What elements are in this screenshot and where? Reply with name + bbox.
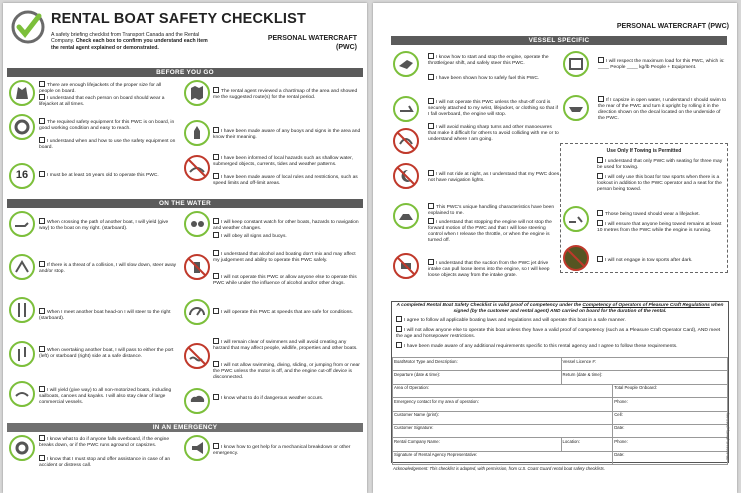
section-vessel-specific: VESSEL SPECIFIC xyxy=(391,36,727,45)
list-item[interactable]: I will not allow swimming, diving, sliding, or jumping from or near the PWC unless the motor is off, and the engine cut-off device is disconnected. xyxy=(213,363,360,380)
list-item[interactable]: I will not engage in tow sports after dark. xyxy=(597,256,725,264)
no-alcohol-icon xyxy=(184,254,210,280)
pwc-label: PERSONAL WATERCRAFT (PWC) xyxy=(616,23,729,30)
throttle-icon xyxy=(393,51,419,77)
towing-title: Use Only If Towing is Permitted xyxy=(606,148,682,154)
list-item[interactable]: Those being towed should wear a lifejacket. xyxy=(597,210,725,218)
head-on-icon xyxy=(9,297,35,323)
competency-form xyxy=(391,301,729,463)
list-item[interactable]: I know that I must stop and offer assistance in case of an accident or distress call. xyxy=(39,457,171,468)
list-item[interactable]: This PWC's unique handling characteristics have been explained to me. xyxy=(428,205,555,216)
agree-item-1[interactable]: I agree to follow all applicable boating laws and regulations and will operate this boat in a safe manner. xyxy=(392,315,728,325)
no-sharp-turns-icon xyxy=(393,128,419,154)
list-item[interactable]: I have been made aware of any buoys and signs in the area and know their meaning. xyxy=(213,129,361,140)
buoy-icon xyxy=(184,120,210,146)
area-field[interactable]: Area of Operation: xyxy=(393,384,613,397)
no-tow-after-dark-icon xyxy=(563,245,589,271)
safety-equipment-icon xyxy=(9,114,35,140)
max-load-item[interactable]: I will respect the maximum load for this PWC, which is: ____ People ____ kg/lb People + Equipment. xyxy=(598,59,725,70)
list-item[interactable]: I have been made aware of local rules and restrictions, such as speed limits and off-limit areas. xyxy=(213,175,358,186)
collision-icon xyxy=(9,254,35,280)
list-item[interactable]: I will not ride at night, as I understand that my PWC does not have navigation lights. xyxy=(428,172,560,183)
list-item[interactable]: I understand that the suction from the PWC jet drive intake can pull loose items into the engine, so I will keep loose objects away from the intake grate. xyxy=(428,261,550,278)
list-item[interactable]: I know what to do if dangerous weather occurs. xyxy=(213,394,361,402)
section-on-the-water: ON THE WATER xyxy=(7,199,363,208)
crossing-icon xyxy=(9,211,35,237)
overtaking-icon xyxy=(9,341,35,367)
customer-signature-field[interactable]: Customer Signature: xyxy=(393,424,613,437)
checklist-page-2 xyxy=(373,3,737,493)
list-item[interactable]: If I capsize in open water, I understand I should swim to the rear of the PWC and turn it upright by rolling it in the direction shown on the decal located on the underside of the PWC. xyxy=(598,98,727,121)
competency-title: A completed Rental Boat Safety Checklist is valid proof of competency under the Competency of Operators of Pleasure Craft Regulations when signed (by the customer and rental agent) AND carried on board for the duration of the rental. xyxy=(396,303,724,314)
list-item[interactable]: When crossing the path of another boat, I will yield (give way) to the boat on my right. (starboard). xyxy=(39,220,169,231)
lookout-icon xyxy=(184,211,210,237)
customer-name-field[interactable]: Customer Name (print): xyxy=(393,411,613,424)
list-item[interactable]: I will keep constant watch for other boats, hazards to navigation and weather changes. xyxy=(213,220,359,231)
yield-icon xyxy=(9,381,35,407)
emergency-contact-field[interactable]: Emergency contact for my area of operation: xyxy=(393,398,613,411)
section-in-an-emergency: IN AN EMERGENCY xyxy=(7,423,363,432)
list-item[interactable]: The required safety equipment for this PWC is on board, in good working condition and easy to reach. xyxy=(39,120,175,131)
no-swimming-icon xyxy=(184,343,210,369)
phone-field[interactable]: Phone: xyxy=(613,398,728,411)
list-item[interactable]: I know how to start and stop the engine, operate the throttle/gear shift, and safely steer this PWC. xyxy=(428,55,549,66)
list-item[interactable]: The rental agent reviewed a chart/map of the area and showed me the suggested route(s) for the rental period. xyxy=(213,89,358,100)
list-item[interactable]: There are enough lifejackets of the proper size for all people on board. xyxy=(39,83,162,94)
return-field[interactable]: Return (date & time): xyxy=(561,371,727,384)
list-item[interactable]: I understand when and how to use the safety equipment on board. xyxy=(39,139,176,150)
list-item[interactable]: I must be at least 16 years old to operate this PWC. xyxy=(39,171,177,179)
list-item[interactable]: I have been shown how to safely fuel this PWC. xyxy=(428,74,560,82)
list-item[interactable]: I understand that each person on board should wear a lifejacket at all times. xyxy=(39,96,165,107)
shut-off-cord-icon xyxy=(393,96,419,122)
vessel-licence-field[interactable]: Vessel Licence #: xyxy=(561,358,727,371)
agree-item-3[interactable]: I have been made aware of any additional requirements specific to this rental agency and I agree to follow these requirements. xyxy=(392,341,728,351)
list-item[interactable]: I have been informed of local hazards such as shallow water, submerged objects, currents, tides and weather patterns. xyxy=(213,156,353,167)
departure-field[interactable]: Departure (date & time): xyxy=(393,371,562,384)
rental-company-field[interactable]: Rental Company Name: xyxy=(393,438,562,451)
agent-date-field[interactable]: Date: xyxy=(613,451,728,464)
hazard-icon xyxy=(184,155,210,181)
capacity-icon xyxy=(563,51,589,77)
age-16-icon: 16 xyxy=(9,163,35,189)
list-item[interactable]: When overtaking another boat, I will pass to either the port (left) or starboard (right) side at a safe distance. xyxy=(39,348,174,359)
capsize-icon xyxy=(563,95,589,121)
list-item[interactable]: If there is a threat of a collision, I will slow down, steer away and/or stop. xyxy=(39,263,177,274)
list-item[interactable]: I know what to do if anyone falls overboard, if the engine breaks down, or if the PWC runs aground or capsizes. xyxy=(39,437,170,448)
list-item[interactable]: I will not operate this PWC unless the shut-off cord is securely attached to my wrist, lifejacket, or clothing so that if I fall overboard, the engine will stop. xyxy=(428,100,558,117)
location-field[interactable]: Location: xyxy=(561,438,613,451)
jet-intake-icon xyxy=(393,253,419,279)
boat-field[interactable]: Boat/Motor Type and Description: xyxy=(393,358,562,371)
speed-icon xyxy=(184,299,210,325)
section-before-you-go: BEFORE YOU GO xyxy=(7,68,363,77)
checkmark-logo-icon xyxy=(11,10,45,44)
pwc-label: PERSONAL WATERCRAFT (PWC) xyxy=(267,35,357,51)
rental-form-table xyxy=(392,357,728,465)
map-icon xyxy=(184,80,210,106)
list-item[interactable]: I will obey all signs and buoys. xyxy=(213,232,361,240)
total-people-field[interactable]: Total People Onboard: xyxy=(613,384,728,397)
list-item[interactable]: I will only use this boat for tow sports when there is a lookout in addition to the PWC operator and a seat for the person being towed. xyxy=(597,175,722,192)
list-item[interactable]: I will yield (give way) to all non-motorized boats, including sailboats, canoes and kayaks. I will also stay clear of large commercial vessels. xyxy=(39,388,172,405)
list-item[interactable]: I know how to get help for a mechanical breakdown or other emergency. xyxy=(213,445,351,456)
lifejacket-icon xyxy=(9,80,35,106)
agent-signature-field[interactable]: Signature of Rental Agency Representative: xyxy=(393,451,613,464)
list-item[interactable]: I understand that only PWC with seating for three may be used for towing. xyxy=(597,159,723,170)
list-item[interactable]: I understand that alcohol and boating don't mix and may affect my judgement and ability to operate this PWC safely. xyxy=(213,252,356,263)
company-phone-field[interactable]: Phone: xyxy=(613,438,728,451)
intro-text: A safety briefing checklist from Transport Canada and the Rental Company. Check each box to confirm you understand each item the rental agent explained or demonstrated. xyxy=(51,32,208,51)
tow-sport-icon xyxy=(563,206,589,232)
page-title: RENTAL BOAT SAFETY CHECKLIST xyxy=(51,11,307,27)
weather-icon xyxy=(184,388,210,414)
date-field[interactable]: Date: xyxy=(613,424,728,437)
no-night-riding-icon xyxy=(393,163,419,189)
list-item[interactable]: I will operate this PWC at speeds that are safe for conditions. xyxy=(213,308,361,316)
list-item[interactable]: I understand that stopping the engine will not stop the forward motion of the PWC and that I will lose steering control when I release the throttle, or when the engine is turned off. xyxy=(428,220,552,243)
acknowledgement: Acknowledgement: This checklist is adapted, with permission, from U.S. Coast Guard rental boat safety checklists. xyxy=(393,466,606,471)
handling-icon xyxy=(393,203,419,229)
document-code: TP 15211 E (PWC) (2017-06) xyxy=(726,413,730,461)
checklist-page-1 xyxy=(3,3,367,493)
cell-field[interactable]: Cell: xyxy=(613,411,728,424)
list-item[interactable]: When I meet another boat head-on I will steer to the right (starboard). xyxy=(39,310,171,321)
list-item[interactable]: I will not operate this PWC or allow anyone else to operate this PWC while under the influence of alcohol and/or other drugs. xyxy=(213,275,357,286)
list-item[interactable]: I will remain clear of swimmers and will avoid creating any harzard that may affect people, wildlife, properties and other boats. xyxy=(213,340,358,351)
overboard-icon xyxy=(9,435,35,461)
agree-item-2[interactable]: I will not allow anyone else to operate this boat unless they have a valid proof of competency (such as a Pleasure Craft Operator Card), AND meet the age and horsepower restrictions. xyxy=(396,328,721,339)
list-item[interactable]: I will ensure that anyone being towed remains at least 10 metres from the PWC while the engine is running. xyxy=(597,222,722,233)
list-item[interactable]: I will avoid making sharp turns and other manoeuvres that make it difficult for others to avoid colliding with me or to understand where I am going. xyxy=(428,125,559,142)
air-horn-icon xyxy=(184,435,210,461)
